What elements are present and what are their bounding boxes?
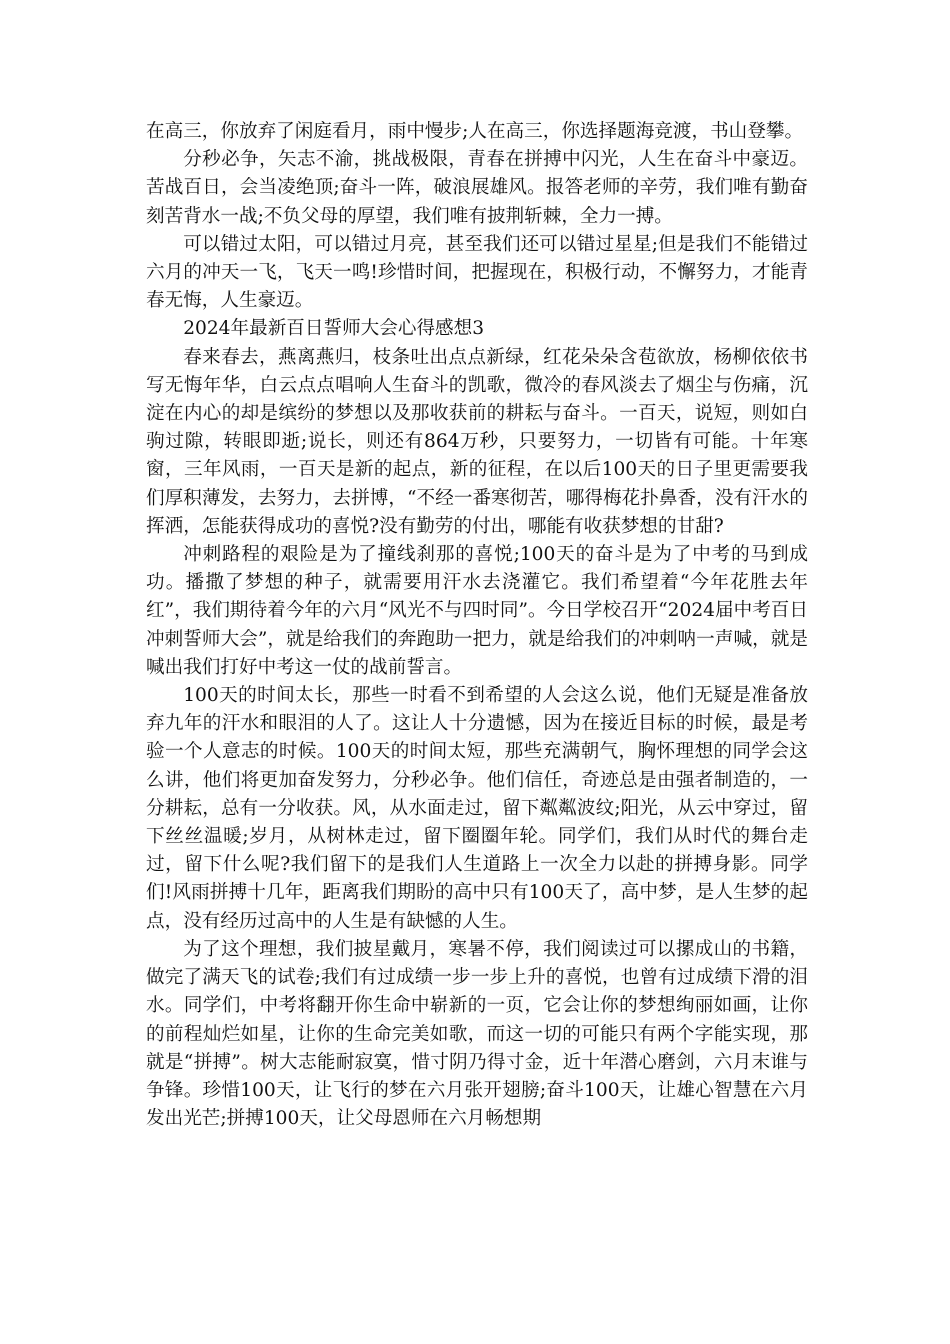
section-heading: 2024年最新百日誓师大会心得感想3	[183, 318, 485, 340]
paragraph: 冲刺路程的艰险是为了撞线刹那的喜悦;100天的奋斗是为了中考的马到成功。播撒了梦想的种子，就需要用汗水去浇灌它。我们希望着“今年花胜去年红”，我们期待着今年的六月“风光不与四时同”。今日学校召开“2024届中考百日冲刺誓师大会”，就是给我们的奔跑助一把力，就是给我们的冲刺呐一声喊，就是喊出我们打好中考这一仗的战前誓言。	[146, 544, 808, 678]
document-body	[146, 118, 808, 1133]
paragraph: 可以错过太阳，可以错过月亮，甚至我们还可以错过星星;但是我们不能错过六月的冲天一飞，飞天一鸣!珍惜时间，把握现在，积极行动，不懈努力，才能青春无悔，人生豪迈。	[146, 233, 808, 312]
paragraph: 100天的时间太长，那些一时看不到希望的人会这么说，他们无疑是准备放弃九年的汗水和眼泪的人了。这让人十分遗憾，因为在接近目标的时候，最是考验一个人意志的时候。100天的时间太短，那些充满朝气，胸怀理想的同学会这么讲，他们将更加奋发努力，分秒必争。他们信任，奇迹总是由强者制造的，一分耕耘，总有一分收获。风，从水面走过，留下粼粼波纹;阳光，从云中穿过，留下丝丝温暖;岁月，从树林走过，留下圈圈年轮。同学们，我们从时代的舞台走过，留下什么呢?我们留下的是我们人生道路上一次全力以赴的拼搏身影。同学们!风雨拼搏十几年，距离我们期盼的高中只有100天了，高中梦，是人生梦的起点，没有经历过高中的人生是有缺憾的人生。	[146, 685, 808, 932]
paragraph-continuation: 在高三，你放弃了闲庭看月，雨中慢步;人在高三，你选择题海竞渡，书山登攀。	[146, 121, 804, 142]
paragraph: 为了这个理想，我们披星戴月，寒暑不停，我们阅读过可以摞成山的书籍，做完了满天飞的试卷;我们有过成绩一步一步上升的喜悦，也曾有过成绩下滑的泪水。同学们，中考将翻开你生命中崭新的一页，它会让你的梦想绚丽如画，让你的前程灿烂如星，让你的生命完美如歌，而这一切的可能只有两个字能实现，那就是“拼搏”。树大志能耐寂寞，惜寸阴乃得寸金，近十年潜心磨剑，六月末谁与争锋。珍惜100天，让飞行的梦在六月张开翅膀;奋斗100天，让雄心智慧在六月发出光芒;拼搏100天，让父母恩师在六月畅想期	[146, 938, 808, 1130]
paragraph: 分秒必争，矢志不渝，挑战极限，青春在拼搏中闪光，人生在奋斗中豪迈。苦战百日，会当凌绝顶;奋斗一阵，破浪展雄风。报答老师的辛劳，我们唯有勤奋刻苦背水一战;不负父母的厚望，我们唯有披荆斩棘，全力一搏。	[146, 149, 808, 227]
paragraph: 春来春去，燕离燕归，枝条吐出点点新绿，红花朵朵含苞欲放，杨柳依依书写无悔年华，白云点点唱响人生奋斗的凯歌，微冷的春风淡去了烟尘与伤痛，沉淀在内心的却是缤纷的梦想以及那收获前的耕耘与奋斗。一百天，说短，则如白驹过隙，转眼即逝;说长，则还有864万秒，只要努力，一切皆有可能。十年寒窗，三年风雨，一百天是新的起点，新的征程，在以后100天的日子里更需要我们厚积薄发，去努力，去拼博，“不经一番寒彻苦，哪得梅花扑鼻香，没有汗水的挥洒，怎能获得成功的喜悦?没有勤劳的付出，哪能有收获梦想的甘甜?	[146, 346, 808, 537]
